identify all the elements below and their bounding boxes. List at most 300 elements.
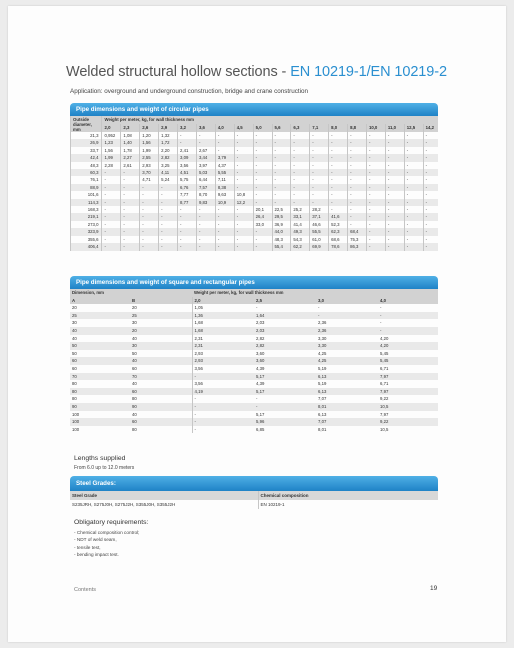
weight-cell: - [121,213,140,220]
weight-cell: 2,82 [159,154,178,161]
weight-cell: 9,22 [380,396,389,402]
thickness-header: 7,1 [310,124,329,132]
weight-cell: 3,30 [316,342,378,350]
weight-cell: - [159,191,178,198]
dimension-cell: 60 [130,388,192,396]
weight-cell: - [234,154,253,161]
table-row [70,319,438,327]
weight-cell: - [329,191,348,198]
table-row [71,206,439,213]
weight-cell: - [329,147,348,154]
weight-cell: 5,75 [178,176,197,183]
weight-cell: - [378,312,438,320]
table-row [70,380,438,388]
dimension-cell: 50 [72,350,77,356]
weight-cell: 55,4 [272,243,291,250]
weight-cell: 5,17 [254,373,316,381]
weight-cell: - [404,176,423,183]
weight-cell: - [348,206,367,213]
weight-cell: 4,19 [192,388,254,396]
weight-cell: - [310,139,329,146]
circular-pipes-table [70,116,438,251]
weight-cell: - [215,236,234,243]
weight-cell: - [385,221,404,228]
thickness-header: 10,0 [366,124,385,132]
weight-cell: - [385,132,404,139]
weight-cell: - [423,154,438,161]
weight-cell: - [102,221,121,228]
weight-cell: - [140,228,159,235]
weight-cell: - [404,236,423,243]
weight-cell: - [253,176,272,183]
table-row [71,221,439,228]
dimension-cell: 30 [72,320,77,326]
weight-cell: - [254,403,316,411]
weight-cell: 1,32 [159,132,178,139]
requirement-item: - NDT of weld seam, [74,537,117,543]
weight-cell: - [215,132,234,139]
weight-cell: - [121,221,140,228]
weight-cell: - [121,176,140,183]
weight-cell: - [234,132,253,139]
weight-cell: 5,17 [256,411,265,417]
weight-cell: - [159,206,178,213]
weight-cell: 52,3 [329,221,348,228]
weight-cell: - [253,228,272,235]
weight-cell: - [272,191,291,198]
weight-cell: 2,31 [192,335,254,343]
table-row [70,418,438,426]
weight-cell: - [348,199,367,206]
weight-cell: - [385,139,404,146]
table-row [71,154,439,161]
weight-cell: - [102,243,121,250]
table-row [70,304,438,312]
thickness-header: 4,0 [378,297,438,305]
weight-cell: - [404,191,423,198]
weight-cell: 41,4 [291,221,310,228]
weight-cell: - [329,139,348,146]
table-row [71,236,439,243]
weight-cell: 2,28 [102,162,121,169]
weight-cell: - [159,243,178,250]
weight-cell: - [385,206,404,213]
steel-grades-panel [70,476,438,509]
weight-cell: - [404,206,423,213]
weight-cell: 4,20 [380,335,389,341]
weight-cell: - [121,236,140,243]
weight-cell: - [272,176,291,183]
weight-cell: - [423,191,438,198]
weight-cell: - [159,199,178,206]
diameter-cell: 273,0 [71,221,102,228]
weight-cell: 7,07 [318,396,327,402]
weight-cell: 3,44 [196,154,215,161]
weight-cell: - [253,132,272,139]
weight-cell: - [178,213,197,220]
weight-cell: - [140,199,159,206]
col-b-header: B [130,297,192,305]
weight-cell: - [291,154,310,161]
weight-cell: 10,5 [378,403,438,411]
weight-cell: 1,36 [192,312,254,320]
weight-cell: 12,2 [234,199,253,206]
weight-cell: - [102,199,121,206]
weight-cell: 5,45 [378,357,438,365]
dimension-cell: 90 [130,403,192,411]
weight-cell: - [121,206,140,213]
weight-cell: - [234,206,253,213]
weight-cell: - [159,228,178,235]
diameter-cell: 76,1 [71,176,102,183]
weight-cell: - [404,228,423,235]
thickness-header: 2,0 [192,297,254,305]
weight-cell: - [178,132,197,139]
weight-cell: - [272,199,291,206]
weight-cell: - [385,147,404,154]
weight-cell: - [178,221,197,228]
weight-cell: - [366,132,385,139]
weight-cell: - [385,236,404,243]
dimension-cell: 40 [130,357,192,365]
weight-cell: 6,13 [318,411,327,417]
weight-cell: - [178,206,197,213]
weight-cell: - [310,199,329,206]
weight-cell: - [159,236,178,243]
weight-cell: 4,39 [256,365,265,371]
weight-cell: - [348,132,367,139]
weight-cell: 4,25 [318,350,327,356]
dimension-cell: 30 [132,320,137,326]
weight-cell: - [348,191,367,198]
weight-cell: 20,1 [253,206,272,213]
table-row [70,403,438,411]
weight-cell: 41,6 [329,213,348,220]
weight-cell: - [121,228,140,235]
diameter-cell: 60,3 [71,169,102,176]
weight-cell: 7,11 [215,176,234,183]
weight-cell: - [291,139,310,146]
weight-cell: - [215,221,234,228]
weight-cell: - [140,191,159,198]
weight-cell: 2,03 [254,327,316,335]
weight-cell: 10,8 [234,191,253,198]
weight-cell: - [102,206,121,213]
dimension-header: Dimension, mm [70,289,192,297]
weight-cell: - [102,228,121,235]
weight-cell: - [380,320,382,326]
thickness-header: 2,5 [254,297,316,305]
weight-cell: - [253,169,272,176]
weight-cell: - [215,206,234,213]
weight-cell: - [102,184,121,191]
weight-cell: - [291,162,310,169]
weight-cell: - [102,191,121,198]
weight-cell: - [291,184,310,191]
weight-cell: 37,1 [310,213,329,220]
weight-cell: - [423,162,438,169]
dimension-cell: 60 [72,365,77,371]
weight-cell: 6,71 [380,381,389,387]
dimension-cell: 80 [70,388,130,396]
weight-cell: - [404,184,423,191]
weight-cell: 1,56 [102,147,121,154]
weight-cell: 68,6 [329,236,348,243]
dimension-cell: 90 [70,403,130,411]
weight-cell: - [234,228,253,235]
weight-cell: - [256,305,258,311]
weight-cell: 10,5 [380,426,389,432]
weight-cell: - [102,236,121,243]
weight-cell: - [196,213,215,220]
thickness-header: 3,0 [316,297,378,305]
diameter-cell: 33,7 [71,147,102,154]
weight-cell: 7,57 [196,184,215,191]
diameter-cell: 88,9 [71,184,102,191]
diameter-cell: 101,6 [71,191,102,198]
weight-cell: 36,9 [272,221,291,228]
weight-cell: 6,85 [256,426,265,432]
weight-cell: - [423,139,438,146]
dimension-cell: 30 [130,342,192,350]
weight-cell: - [234,169,253,176]
diameter-cell: 168,3 [71,206,102,213]
weight-cell: - [159,221,178,228]
thickness-header: 2,6 [140,124,159,132]
weight-cell: 3,56 [192,380,254,388]
weight-cell: - [121,199,140,206]
weight-cell: 2,03 [256,320,265,326]
weight-cell: 3,70 [140,169,159,176]
weight-cell: - [366,162,385,169]
weight-cell: - [348,221,367,228]
weight-cell: 5,19 [318,381,327,387]
weight-cell: 7,97 [378,388,438,396]
table-row [70,373,438,381]
contents-link[interactable]: Contents [74,587,97,593]
diameter-cell: 26,9 [71,139,102,146]
weight-cell: 5,17 [254,388,316,396]
requirement-item: - bending impact test. [74,552,119,558]
weight-cell: - [291,176,310,183]
dimension-cell: 40 [72,335,77,341]
weight-cell: - [291,132,310,139]
dimension-cell: 40 [132,381,137,387]
weight-cell: - [256,396,258,402]
weight-cell: - [366,154,385,161]
table-row [70,342,438,350]
weight-cell: 4,25 [316,357,378,365]
thickness-header: 2,9 [159,124,178,132]
square-pipes-table [70,289,438,433]
diameter-cell: 48,3 [71,162,102,169]
weight-cell: - [196,206,215,213]
weight-cell: - [348,162,367,169]
weight-cell: 5,03 [196,169,215,176]
weight-cell: - [215,243,234,250]
weight-cell: - [178,236,197,243]
weight-cell: - [329,206,348,213]
dimension-cell: 50 [132,350,137,356]
dimension-cell: 80 [72,381,77,387]
weight-cell: 1,99 [140,147,159,154]
weight-cell: 2,36 [316,327,378,335]
weight-cell: - [329,132,348,139]
weight-cell: - [423,206,438,213]
weight-cell: 3,97 [196,162,215,169]
weight-cell: 8,70 [196,191,215,198]
weight-cell: - [423,228,438,235]
dimension-cell: 80 [132,396,137,402]
weight-cell: - [121,184,140,191]
weight-cell: 6,13 [316,388,378,396]
weight-cell: - [234,221,253,228]
weight-cell: - [423,221,438,228]
weight-cell: - [423,236,438,243]
dimension-cell: 70 [130,373,192,381]
weight-cell: 7,97 [380,411,389,417]
weight-cell: - [366,236,385,243]
weight-cell: - [310,176,329,183]
diameter-cell: 219,1 [71,213,102,220]
weight-cell: 28,2 [310,206,329,213]
dimension-cell: 20 [130,327,192,335]
weight-cell: 2,67 [196,147,215,154]
requirement-item: - Chemical composition control; [74,530,140,535]
weight-cell: 1,40 [121,139,140,146]
weight-cell: - [234,176,253,183]
weight-cell: - [385,184,404,191]
weight-cell: 1,20 [140,132,159,139]
weight-header: Weight per meter, kg, for wall thickness mm [102,116,438,124]
dimension-cell: 100 [70,418,130,426]
weight-cell: 1,68 [192,327,254,335]
weight-cell: 4,71 [140,176,159,183]
weight-cell: 1,05 [192,304,254,312]
weight-cell: 7,97 [378,373,438,381]
thickness-header: 14,2 [423,124,438,132]
weight-cell: 2,82 [254,342,316,350]
weight-cell: - [272,184,291,191]
dimension-cell: 60 [132,365,137,371]
weight-cell: - [215,147,234,154]
weight-cell: - [215,228,234,235]
weight-cell: - [196,139,215,146]
thickness-header: 8,0 [329,124,348,132]
diameter-cell: 355,6 [71,236,102,243]
grade-column-header: Steel Grade [70,491,258,500]
table-row [71,169,439,176]
weight-cell: 2,41 [178,147,197,154]
weight-cell: - [234,139,253,146]
weight-cell: 6,13 [316,373,378,381]
weight-cell: - [253,243,272,250]
thickness-header: 2,3 [121,124,140,132]
weight-cell: - [291,169,310,176]
dimension-cell: 60 [130,418,192,426]
weight-cell: - [404,221,423,228]
diameter-cell: 21,3 [71,132,102,139]
weight-cell: - [310,184,329,191]
weight-cell: 5,55 [215,169,234,176]
weight-cell: 69,9 [310,243,329,250]
weight-cell: - [385,169,404,176]
weight-cell: - [366,184,385,191]
weight-cell: 1,08 [121,132,140,139]
weight-cell: 7,77 [178,191,197,198]
weight-cell: - [404,139,423,146]
weight-cell: - [348,176,367,183]
weight-cell: - [404,169,423,176]
table-row [71,213,439,220]
weight-cell: 3,56 [192,365,254,373]
weight-cell: 0,952 [102,132,121,139]
table-row [71,243,439,250]
weight-cell: - [291,191,310,198]
dimension-cell: 80 [132,426,137,432]
table-row [70,426,438,434]
weight-cell: 2,82 [256,335,265,341]
weight-cell: 68,4 [348,228,367,235]
title-main: Welded structural hollow sections - [66,64,291,80]
table-row [71,191,439,198]
weight-cell: 10,9 [215,199,234,206]
weight-cell: - [291,147,310,154]
thickness-header: 4,5 [234,124,253,132]
weight-cell: 3,60 [254,357,316,365]
weight-cell: 2,36 [318,320,327,326]
weight-cell: 62,3 [329,228,348,235]
steel-grades-heading: Steel Grades: [70,476,438,491]
weight-cell: - [140,221,159,228]
weight-cell: - [121,191,140,198]
weight-cell: - [196,132,215,139]
table-row [70,350,438,358]
outside-diameter-header: Outside diameter, mm [71,116,102,132]
steel-grades-table [70,491,438,509]
weight-cell: - [253,147,272,154]
weight-cell: - [272,162,291,169]
weight-cell: - [423,169,438,176]
weight-cell: 33,0 [253,221,272,228]
page-title [66,64,447,80]
diameter-cell: 42,4 [71,154,102,161]
weight-cell: - [192,403,254,411]
weight-cell: 25,2 [291,206,310,213]
weight-cell: - [140,184,159,191]
weight-cell: 1,78 [121,147,140,154]
weight-cell: - [310,132,329,139]
weight-cell: 7,07 [316,418,378,426]
weight-cell: - [192,395,254,403]
weight-cell: - [192,411,254,419]
table-row [70,312,438,320]
thickness-header: 6,3 [291,124,310,132]
table-row [71,162,439,169]
weight-cell: - [366,206,385,213]
dimension-cell: 20 [72,305,77,311]
weight-cell: - [348,184,367,191]
table-row [70,327,438,335]
thickness-header: 3,6 [196,124,215,132]
weight-cell: 75,3 [348,236,367,243]
weight-cell: - [404,243,423,250]
weight-cell: 1,56 [140,139,159,146]
weight-cell: - [348,169,367,176]
thickness-header: 8,8 [348,124,367,132]
weight-cell: - [140,206,159,213]
weight-cell: 4,20 [378,342,438,350]
